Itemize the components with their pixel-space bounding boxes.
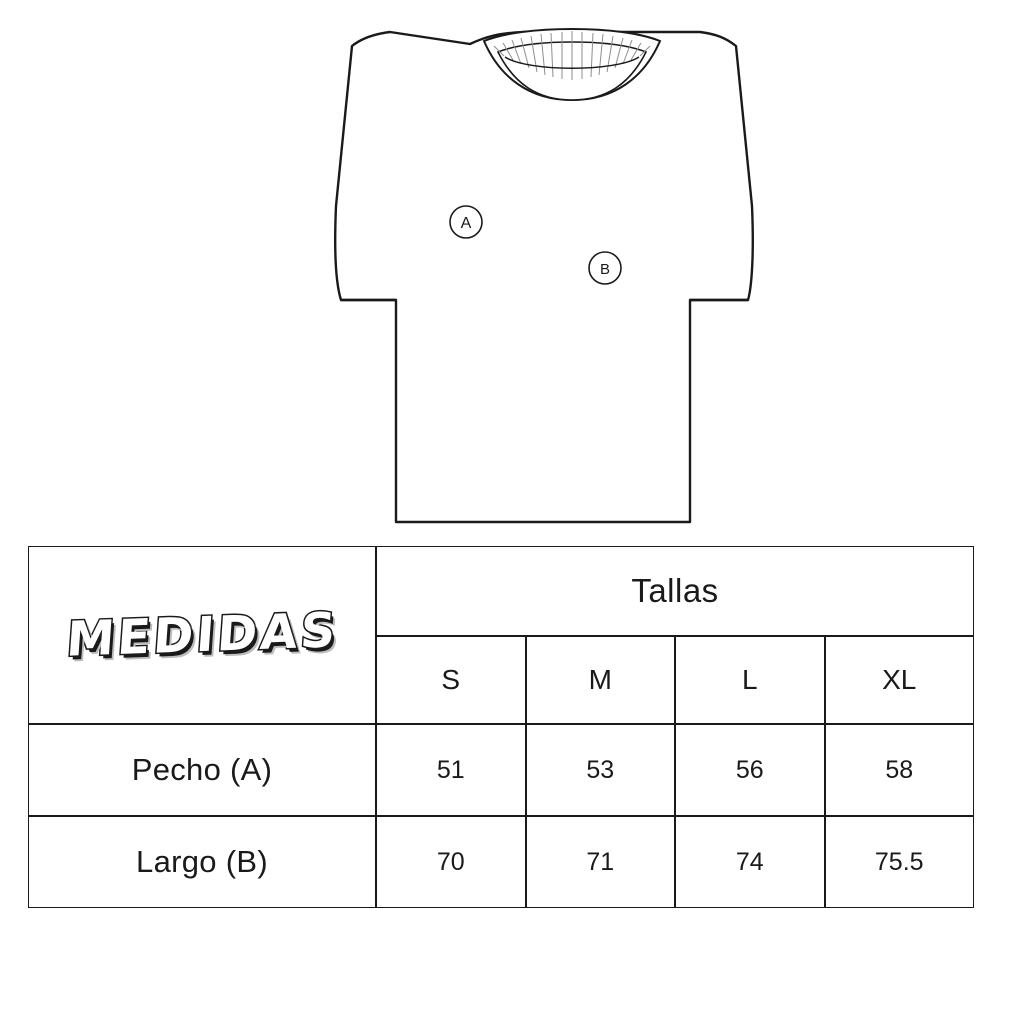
pecho-value-l: 56 bbox=[675, 724, 825, 816]
largo-value-m: 71 bbox=[526, 816, 676, 908]
measurements-table bbox=[28, 546, 974, 908]
tshirt-body-path bbox=[335, 32, 753, 522]
pecho-value-s: 51 bbox=[376, 724, 526, 816]
tshirt-outline bbox=[335, 32, 753, 522]
table-row-header-top bbox=[28, 546, 974, 636]
size-chart-table bbox=[28, 546, 974, 908]
brand-cell bbox=[28, 546, 376, 724]
size-header-m: M bbox=[526, 636, 676, 724]
pecho-value-xl: 58 bbox=[825, 724, 975, 816]
marker-a-label: A bbox=[460, 215, 472, 232]
table-row bbox=[28, 816, 974, 908]
largo-value-l: 74 bbox=[675, 816, 825, 908]
row-label-largo: Largo (B) bbox=[28, 816, 376, 908]
pecho-value-m: 53 bbox=[526, 724, 676, 816]
largo-value-xl: 75.5 bbox=[825, 816, 975, 908]
size-header-xl: XL bbox=[825, 636, 975, 724]
marker-b-label: B bbox=[599, 261, 611, 278]
size-header-s: S bbox=[376, 636, 526, 724]
table-row bbox=[28, 724, 974, 816]
brand-wordmark: MEDIDAS bbox=[64, 602, 340, 668]
marker-a bbox=[450, 206, 482, 238]
row-label-pecho: Pecho (A) bbox=[28, 724, 376, 816]
marker-b bbox=[589, 252, 621, 284]
size-header-l: L bbox=[675, 636, 825, 724]
largo-value-s: 70 bbox=[376, 816, 526, 908]
sizes-header-cell: Tallas bbox=[376, 546, 974, 636]
